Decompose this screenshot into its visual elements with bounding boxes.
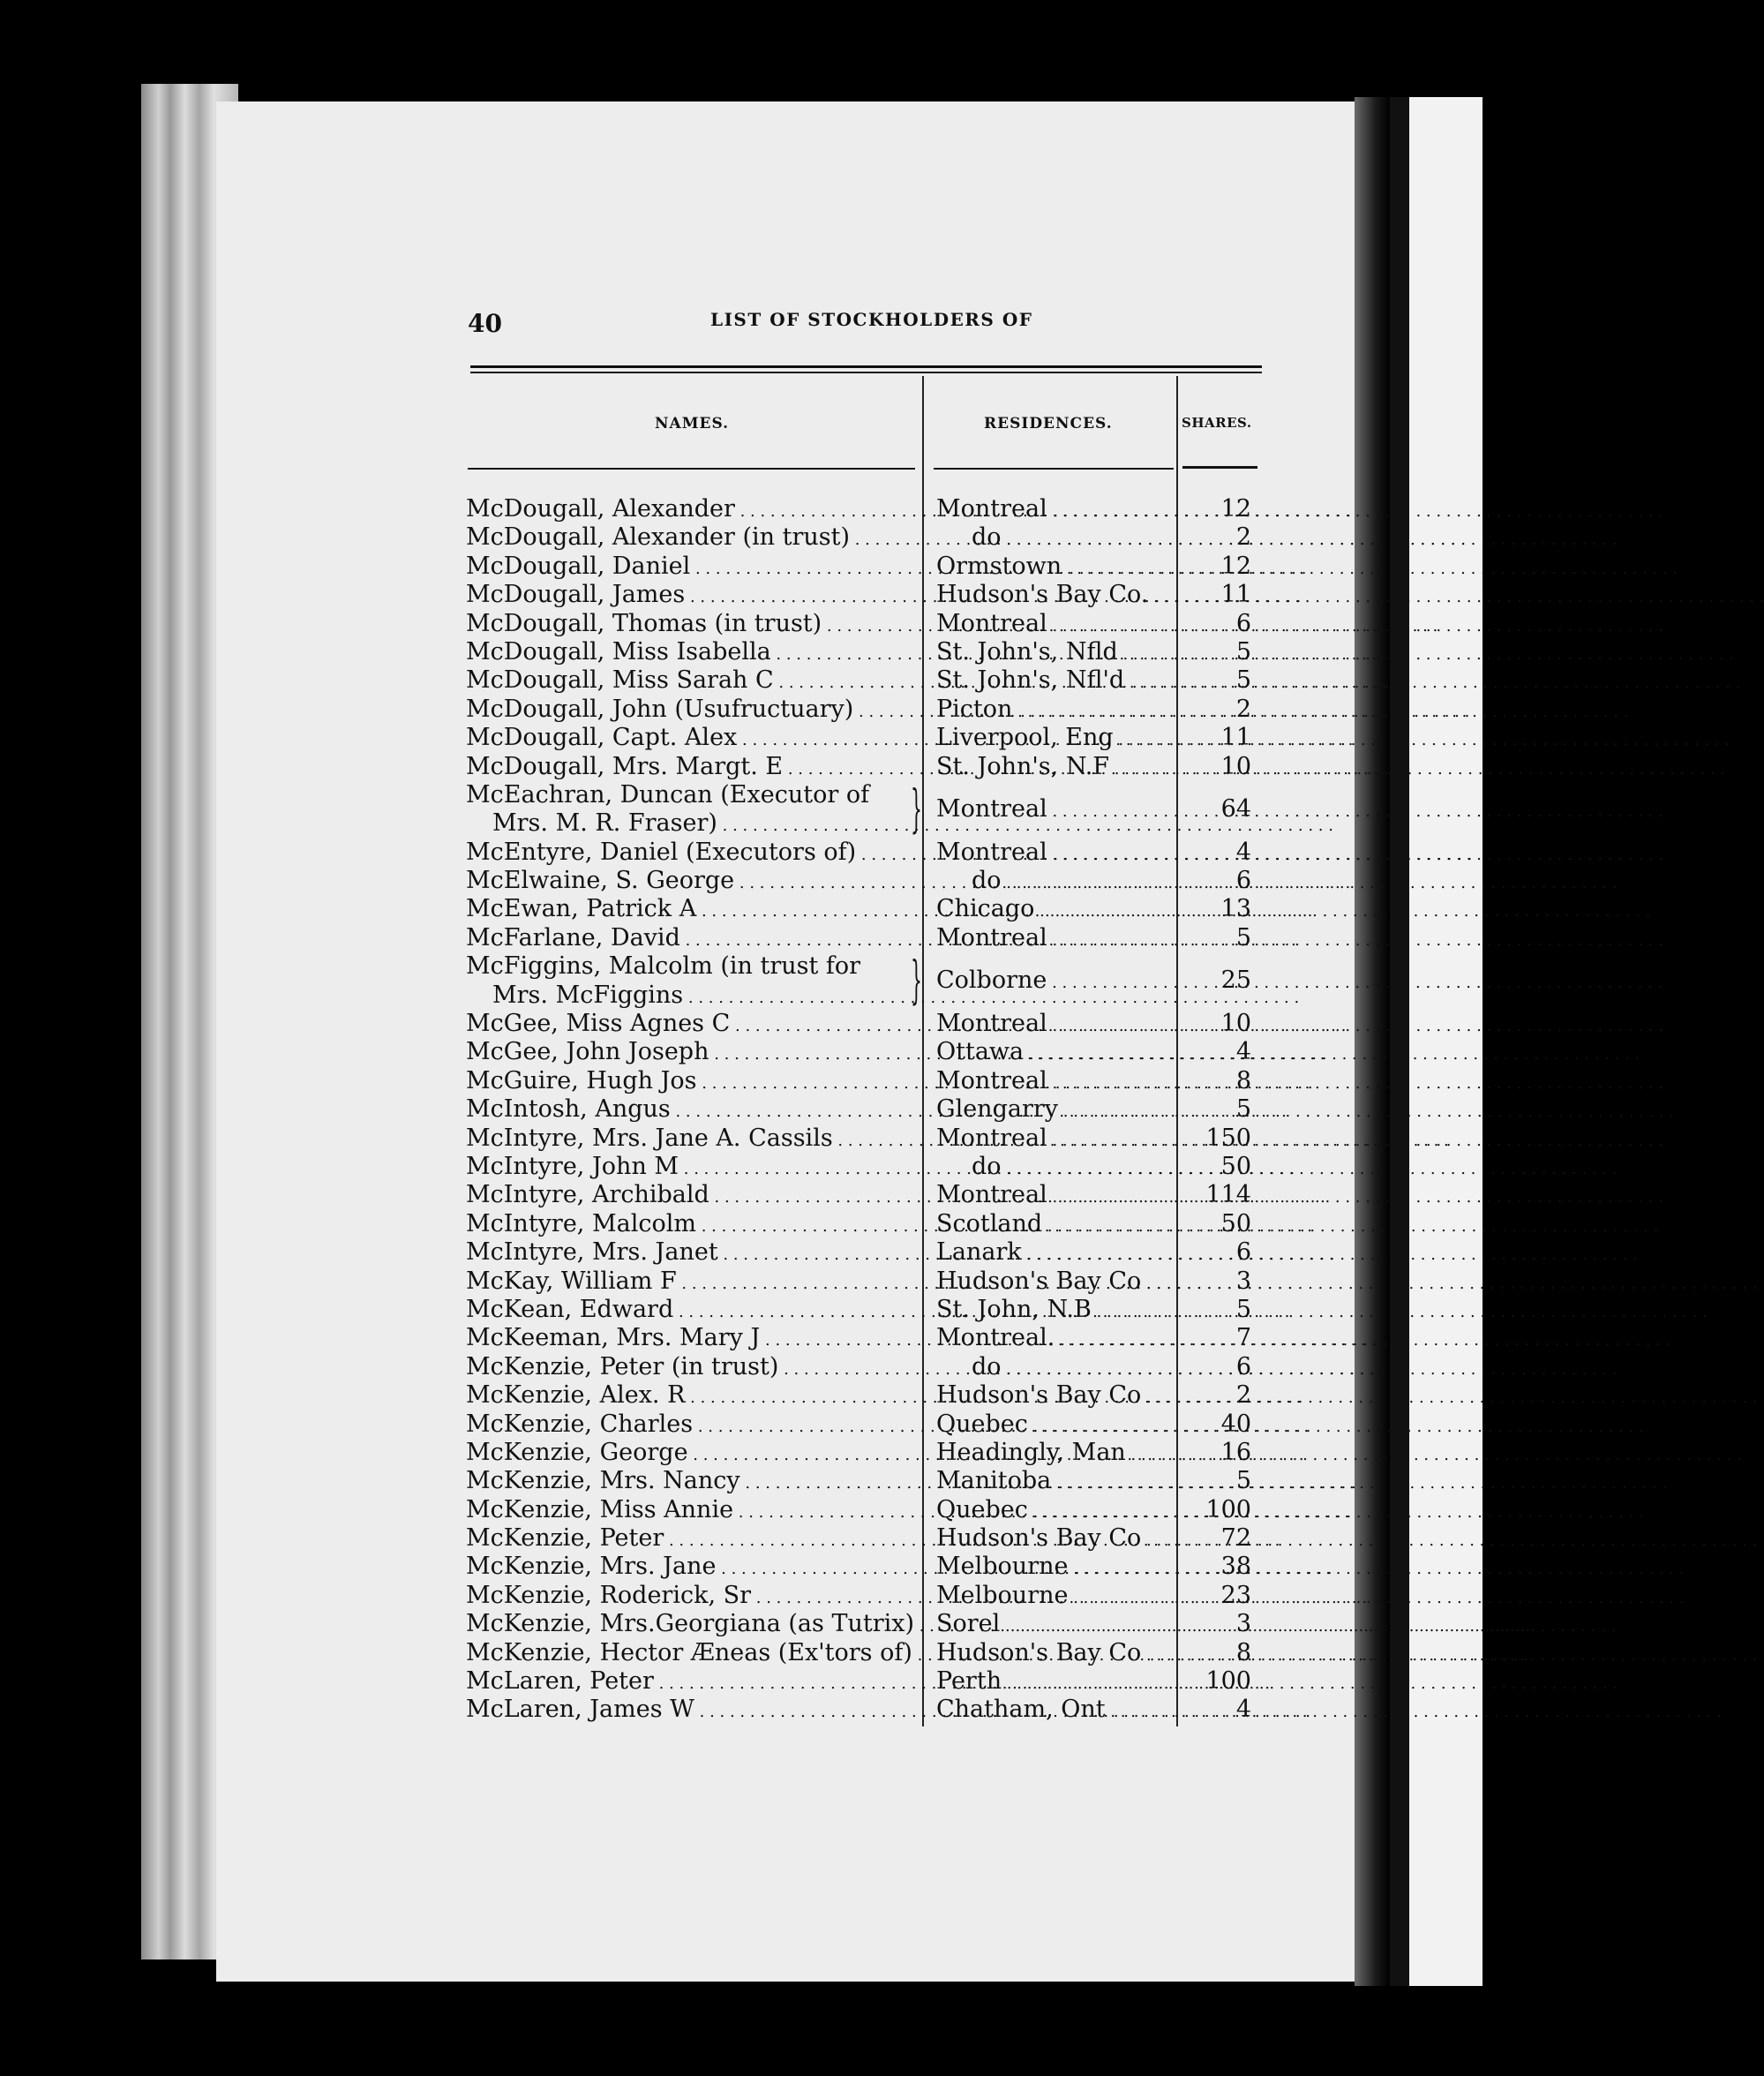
table-row <box>466 778 1260 839</box>
stockholder-name <box>466 895 920 926</box>
stockholder-name <box>466 839 920 869</box>
stockholder-name <box>466 1696 920 1726</box>
stockholder-residence <box>936 638 1167 669</box>
residence-text: Ormstown . . . <box>936 553 1678 580</box>
stockholder-shares: 25 <box>1220 967 1251 995</box>
table-row <box>466 1324 1260 1352</box>
table-row <box>466 839 1260 867</box>
stockholder-name <box>466 523 920 554</box>
table-row <box>466 1296 1260 1324</box>
residence-text: Melbourne . . . <box>936 1553 1685 1580</box>
stockholder-shares: 5 <box>1235 1467 1251 1495</box>
stockholder-shares: 72 <box>1220 1524 1251 1553</box>
table-row <box>466 1038 1260 1066</box>
stockholder-residence <box>936 1381 1167 1412</box>
stockholder-shares: 12 <box>1220 552 1251 580</box>
residence-text: Picton . . . <box>936 696 1628 723</box>
table-row <box>466 753 1260 781</box>
stockholder-name <box>466 1410 920 1441</box>
table-row <box>466 1410 1260 1439</box>
stockholder-name <box>466 1381 920 1412</box>
stockholder-shares: 13 <box>1220 895 1251 923</box>
stockholder-shares: 50 <box>1220 1209 1251 1237</box>
table-row <box>466 1095 1260 1124</box>
stockholder-name-text: McDougall, Miss Sarah C . . . <box>466 666 1390 694</box>
stockholder-name <box>466 696 920 726</box>
residence-text: Montreal . . . <box>936 610 1663 637</box>
stockholder-shares: 3 <box>1235 1610 1251 1638</box>
residence-text: St. John's, N.F . . . <box>936 753 1725 780</box>
table-row <box>466 666 1260 695</box>
stockholder-residence <box>936 696 1167 726</box>
table-row <box>466 495 1260 523</box>
table-row <box>466 924 1260 952</box>
stockholder-shares: 4 <box>1235 838 1251 866</box>
stockholder-name-line1: McFiggins, Malcolm (in trust for <box>466 952 861 981</box>
stockholder-name-text: McIntyre, Mrs. Jane A. Cassils . . . <box>466 1124 1449 1152</box>
stockholder-residence <box>936 967 1167 997</box>
stockholder-residence <box>936 495 1167 526</box>
table-row <box>466 638 1260 666</box>
stockholder-residence <box>936 1610 1167 1641</box>
stockholder-name <box>466 724 920 755</box>
stockholder-name <box>466 1038 920 1069</box>
running-title: LIST OF STOCKHOLDERS OF <box>710 309 1033 330</box>
page-number: 40 <box>468 309 502 338</box>
table-row <box>466 1238 1260 1267</box>
table-row <box>466 895 1260 923</box>
stockholder-name-text: McFarlane, David . . . <box>466 924 1296 952</box>
residence-text: Colborne . . . <box>936 967 1663 994</box>
residence-text: Hudson's Bay Co . . . <box>936 1381 1757 1409</box>
stockholder-shares: 5 <box>1235 923 1251 952</box>
stockholder-shares: 5 <box>1235 666 1251 695</box>
table-row <box>466 867 1260 895</box>
stockholder-name <box>466 778 922 839</box>
stockholder-name-text: McDougall, Miss Isabella . . . <box>466 638 1387 666</box>
residence-text: St. John's, Nfld . . . <box>936 638 1734 666</box>
table-row <box>466 581 1260 609</box>
stockholder-shares: 5 <box>1235 637 1251 666</box>
table-row <box>466 952 1260 1010</box>
stockholder-name-text: McKenzie, George . . . <box>466 1439 1304 1466</box>
residence-text: Hudson's Bay Co . . . <box>936 1524 1757 1552</box>
stockholder-shares: 10 <box>1220 1010 1251 1038</box>
header-rule-bottom <box>470 372 1262 373</box>
stockholder-name <box>466 1496 920 1527</box>
stockholder-residence <box>936 523 1203 554</box>
table-row <box>466 1439 1260 1467</box>
stockholder-name <box>466 610 920 641</box>
stockholder-residence <box>936 1467 1167 1498</box>
stockholder-name <box>466 1181 920 1212</box>
residence-text: do . . . <box>972 1353 1618 1380</box>
stockholder-residence <box>936 610 1167 641</box>
table-row <box>466 1696 1260 1724</box>
stockholder-name-text: McLaren, Peter . . . <box>466 1667 1270 1695</box>
stockholder-residence <box>936 753 1167 784</box>
stockholder-residence <box>936 1124 1167 1155</box>
residence-text: Ottawa . . . <box>936 1038 1640 1065</box>
stockholder-residence <box>936 1582 1167 1613</box>
stockholder-name <box>466 1324 920 1355</box>
stockholder-residence <box>936 1667 1167 1698</box>
stockholder-name-text: McIntyre, Mrs. Janet . . . <box>466 1238 1334 1266</box>
stockholder-residence <box>936 1439 1167 1470</box>
stockholder-name-text: McDougall, John (Usufructuary) . . . <box>466 696 1469 723</box>
table-row <box>466 724 1260 752</box>
stockholder-name <box>466 553 920 583</box>
stockholder-name <box>466 1238 920 1269</box>
stockholder-name <box>466 581 920 612</box>
stockholder-residence <box>936 895 1167 926</box>
table-row <box>466 696 1260 724</box>
brace-mark: } <box>910 950 922 1011</box>
stockholder-name-text: McGee, Miss Agnes C . . . <box>466 1010 1346 1037</box>
column-header-residences: RESIDENCES. <box>984 415 1113 432</box>
residence-text: Quebec . . . <box>936 1410 1644 1438</box>
stockholder-residence <box>936 666 1167 697</box>
residence-text: Perth . . . <box>936 1667 1618 1695</box>
stockholder-name <box>466 753 920 784</box>
table-row <box>466 1381 1260 1410</box>
residence-text: Montreal . . . <box>936 1067 1663 1094</box>
stockholder-shares: 5 <box>1235 1295 1251 1323</box>
stockholder-shares: 11 <box>1220 581 1251 609</box>
stockholder-shares: 2 <box>1235 523 1251 552</box>
table-row <box>466 553 1260 581</box>
stockholder-shares: 50 <box>1220 1153 1251 1181</box>
residence-text: Lanark . . . <box>936 1238 1638 1266</box>
stockholder-name-text: McIntyre, Malcolm . . . <box>466 1210 1312 1237</box>
stockholder-shares: 38 <box>1220 1553 1251 1581</box>
stockholder-residence <box>936 1524 1167 1555</box>
stockholder-name <box>466 1467 920 1498</box>
table-row <box>466 1467 1260 1495</box>
stockholder-name <box>466 1610 920 1641</box>
stockholder-name-text: McKenzie, Mrs. Nancy . . . <box>466 1467 1356 1494</box>
stockholder-name-text: McDougall, James . . . <box>466 581 1301 608</box>
stockholder-residence <box>936 1010 1167 1041</box>
residence-text: Montreal. . . . <box>936 1324 1670 1351</box>
stockholder-name <box>466 924 920 955</box>
stockholder-residence <box>936 1238 1167 1269</box>
table-row <box>466 1353 1260 1381</box>
stockholder-name <box>466 1210 920 1241</box>
stockholder-name <box>466 1667 920 1698</box>
residence-text: Montreal . . . <box>936 839 1663 866</box>
table-row <box>466 1667 1260 1696</box>
stockholder-residence <box>936 553 1167 583</box>
stockholder-name <box>466 1553 920 1583</box>
residence-text: Quebec . . . <box>936 1496 1644 1523</box>
stockholder-shares: 114 <box>1205 1181 1251 1209</box>
table-row <box>466 1639 1260 1667</box>
stockholder-name <box>466 1095 920 1126</box>
stockholder-shares: 7 <box>1235 1324 1251 1352</box>
stockholder-residence <box>936 1095 1167 1126</box>
residence-text: do . . . <box>972 867 1618 894</box>
stockholder-shares: 40 <box>1220 1410 1251 1438</box>
stockholder-name <box>466 666 920 697</box>
stockholder-name-text: McKean, Edward . . . <box>466 1296 1289 1323</box>
stockholder-shares: 6 <box>1235 609 1251 637</box>
stockholder-name-text: McKenzie, Charles . . . <box>466 1410 1309 1438</box>
stockholder-name-line2: Mrs. McFiggins . . . <box>492 982 907 1012</box>
table-row <box>466 1010 1260 1038</box>
stockholder-residence <box>936 1496 1167 1527</box>
stockholder-residence <box>936 1410 1167 1441</box>
stockholder-name-line1: McEachran, Duncan (Executor of <box>466 780 870 809</box>
stockholder-residence <box>936 1038 1167 1069</box>
stockholder-name <box>466 495 920 526</box>
table-row <box>466 1124 1260 1153</box>
stockholder-name-text: McKenzie, Mrs. Jane . . . <box>466 1553 1332 1580</box>
stockholder-name <box>466 1582 920 1613</box>
stockholder-shares: 4 <box>1235 1038 1251 1066</box>
stockholder-shares: 3 <box>1235 1267 1251 1295</box>
residence-text: Glengarry . . . <box>936 1095 1674 1123</box>
residence-text: Headingly, Man . . . <box>936 1439 1742 1466</box>
residence-text: Montreal . . . <box>936 495 1663 523</box>
stockholder-name-text: McDougall, Alexander (in trust) . . . <box>466 523 1466 551</box>
stockholder-list <box>466 495 1260 1725</box>
stockholder-name-text: McEwan, Patrick A . . . <box>466 895 1312 922</box>
stockholder-residence <box>936 1696 1167 1726</box>
stockholder-name <box>466 1639 920 1670</box>
table-row <box>466 1582 1260 1610</box>
stockholder-residence <box>936 1181 1167 1212</box>
stockholder-name <box>466 952 920 1010</box>
stockholder-residence <box>936 1153 1203 1184</box>
stockholder-name-text: McKenzie, Peter . . . <box>466 1524 1280 1552</box>
stockholder-shares: 16 <box>1220 1438 1251 1466</box>
stockholder-name-text: McKenzie, Roderick, Sr . . . <box>466 1582 1367 1609</box>
residence-text: Montreal . . . <box>936 1010 1663 1037</box>
stockholder-name-text: McIntosh, Angus . . . <box>466 1095 1287 1123</box>
residence-text: Sorel . . . <box>936 1610 1616 1637</box>
stockholder-name-text: McDougall, Capt. Alex . . . <box>466 724 1353 751</box>
residence-text: Hudson's Bay Co. . . . <box>936 581 1764 608</box>
stockholder-shares: 6 <box>1235 1352 1251 1380</box>
stockholder-name-text: McKenzie, Hector Æneas (Ex'tors of) . . . <box>466 1639 1528 1666</box>
stockholder-name-text: McIntyre, Archibald . . . <box>466 1181 1325 1208</box>
stockholder-name-line2: Mrs. M. R. Fraser) . . . <box>492 809 907 840</box>
residence-text: Scotland . . . <box>936 1210 1658 1237</box>
stockholder-shares: 5 <box>1235 1095 1251 1124</box>
stockholder-residence <box>936 1353 1203 1384</box>
residence-text: Montreal . . . <box>936 795 1663 823</box>
stockholder-name-text: McGuire, Hugh Jos . . . <box>466 1067 1313 1094</box>
stockholder-name-text: McDougall, Daniel . . . <box>466 553 1306 580</box>
stockholder-shares: 150 <box>1205 1124 1251 1152</box>
stockholder-name <box>466 1153 920 1184</box>
residence-text: Melbourne . . . <box>936 1582 1685 1609</box>
table-row <box>466 1496 1260 1524</box>
residence-text: Chatham, Ont . . . <box>936 1696 1722 1723</box>
residence-text: Hudson's Bay Co . . . <box>936 1267 1757 1295</box>
table-row <box>466 1267 1260 1296</box>
stockholder-name <box>466 1267 920 1298</box>
shares-heading-rule <box>1182 466 1257 469</box>
stockholder-name-text: McKenzie, Alex. R . . . <box>466 1381 1301 1409</box>
stockholder-residence <box>936 795 1167 826</box>
stockholder-shares: 12 <box>1220 495 1251 523</box>
stockholder-residence <box>936 839 1167 869</box>
stockholder-name-text: McLaren, James W . . . <box>466 1696 1310 1723</box>
stockholder-shares: 2 <box>1235 1381 1251 1410</box>
residence-text: Montreal . . . <box>936 1181 1663 1208</box>
stockholder-name <box>466 1010 920 1041</box>
residence-text: St. John, N.B . . . <box>936 1296 1708 1323</box>
table-row <box>466 1524 1260 1553</box>
stockholder-residence <box>936 1210 1167 1241</box>
stockholder-shares: 10 <box>1220 752 1251 780</box>
stockholder-residence <box>936 867 1203 898</box>
table-row <box>466 1067 1260 1095</box>
stockholder-shares: 100 <box>1205 1495 1251 1523</box>
residence-text: St. John's, Nfl'd . . . <box>936 666 1740 694</box>
stockholder-shares: 100 <box>1205 1667 1251 1696</box>
stockholder-name-text: McKenzie, Miss Annie . . . <box>466 1496 1349 1523</box>
residence-text: Montreal . . . <box>936 1124 1663 1152</box>
table-row <box>466 1153 1260 1181</box>
stockholder-residence <box>936 1067 1167 1098</box>
stockholder-name-text: McKeeman, Mrs. Mary J . . . <box>466 1324 1376 1351</box>
stockholder-name <box>466 1524 920 1555</box>
stockholder-residence <box>936 724 1167 755</box>
brace-mark: } <box>910 778 922 839</box>
stockholder-name <box>466 1067 920 1098</box>
table-row <box>466 610 1260 638</box>
stockholder-name-text: McKay, William F . . . <box>466 1267 1293 1295</box>
residence-text: Chicago . . . <box>936 895 1651 922</box>
residences-heading-rule <box>934 468 1174 470</box>
stockholder-name-text: McKenzie, Mrs.Georgiana (as Tutrix) . . . <box>466 1610 1530 1637</box>
stockholder-residence <box>936 1639 1167 1670</box>
column-header-names: NAMES. <box>655 415 730 432</box>
residence-text: Manitoba . . . <box>936 1467 1667 1494</box>
stockholder-name-text: McDougall, Thomas (in trust) . . . <box>466 610 1437 637</box>
stockholder-residence <box>936 1324 1167 1355</box>
stockholder-shares: 8 <box>1235 1066 1251 1094</box>
stockholder-shares: 11 <box>1220 724 1251 752</box>
stockholder-shares: 8 <box>1235 1638 1251 1666</box>
table-row <box>466 1181 1260 1209</box>
stockholder-name <box>466 1124 920 1155</box>
table-row <box>466 1210 1260 1238</box>
header-rule-top <box>470 365 1262 368</box>
stockholder-shares: 2 <box>1235 695 1251 723</box>
residence-text: do . . . <box>972 1153 1618 1180</box>
stockholder-shares: 6 <box>1235 867 1251 895</box>
table-row <box>466 523 1260 552</box>
stockholder-name-text: McEntyre, Daniel (Executors of) . . . <box>466 839 1472 866</box>
stockholder-shares: 6 <box>1235 1238 1251 1267</box>
table-row <box>466 1610 1260 1638</box>
residence-text: Liverpool, Eng . . . <box>936 724 1730 751</box>
stockholder-name-text: McKenzie, Peter (in trust) . . . <box>466 1353 1394 1380</box>
names-heading-rule <box>468 468 915 470</box>
stockholder-name-text: McGee, John Joseph . . . <box>466 1038 1325 1065</box>
stockholder-name-text: McDougall, Mrs. Margt. E . . . <box>466 753 1399 780</box>
stockholder-name <box>466 867 920 898</box>
stockholder-residence <box>936 1553 1167 1583</box>
residence-text: Montreal . . . <box>936 924 1663 952</box>
column-header-shares: SHARES. <box>1182 415 1252 431</box>
stockholder-residence <box>936 924 1167 955</box>
stockholder-residence <box>936 581 1167 612</box>
stockholder-shares: 4 <box>1235 1696 1251 1724</box>
stockholder-residence <box>936 1267 1167 1298</box>
stockholder-shares: 23 <box>1220 1581 1251 1609</box>
stockholder-name <box>466 1439 920 1470</box>
stockholder-name-text: McDougall, Alexander . . . <box>466 495 1351 523</box>
stockholder-residence <box>936 1296 1167 1327</box>
stockholder-name <box>466 638 920 669</box>
stockholder-name <box>466 1296 920 1327</box>
residence-text: do . . . <box>972 523 1618 551</box>
residence-text: Hudson's Bay Co . . . <box>936 1639 1757 1666</box>
table-row <box>466 1553 1260 1581</box>
stockholder-shares: 64 <box>1220 794 1251 823</box>
stockholder-name-text: McIntyre, John M . . . <box>466 1153 1295 1180</box>
stockholder-name <box>466 1353 920 1384</box>
stockholder-name-text: McElwaine, S. George . . . <box>466 867 1350 894</box>
